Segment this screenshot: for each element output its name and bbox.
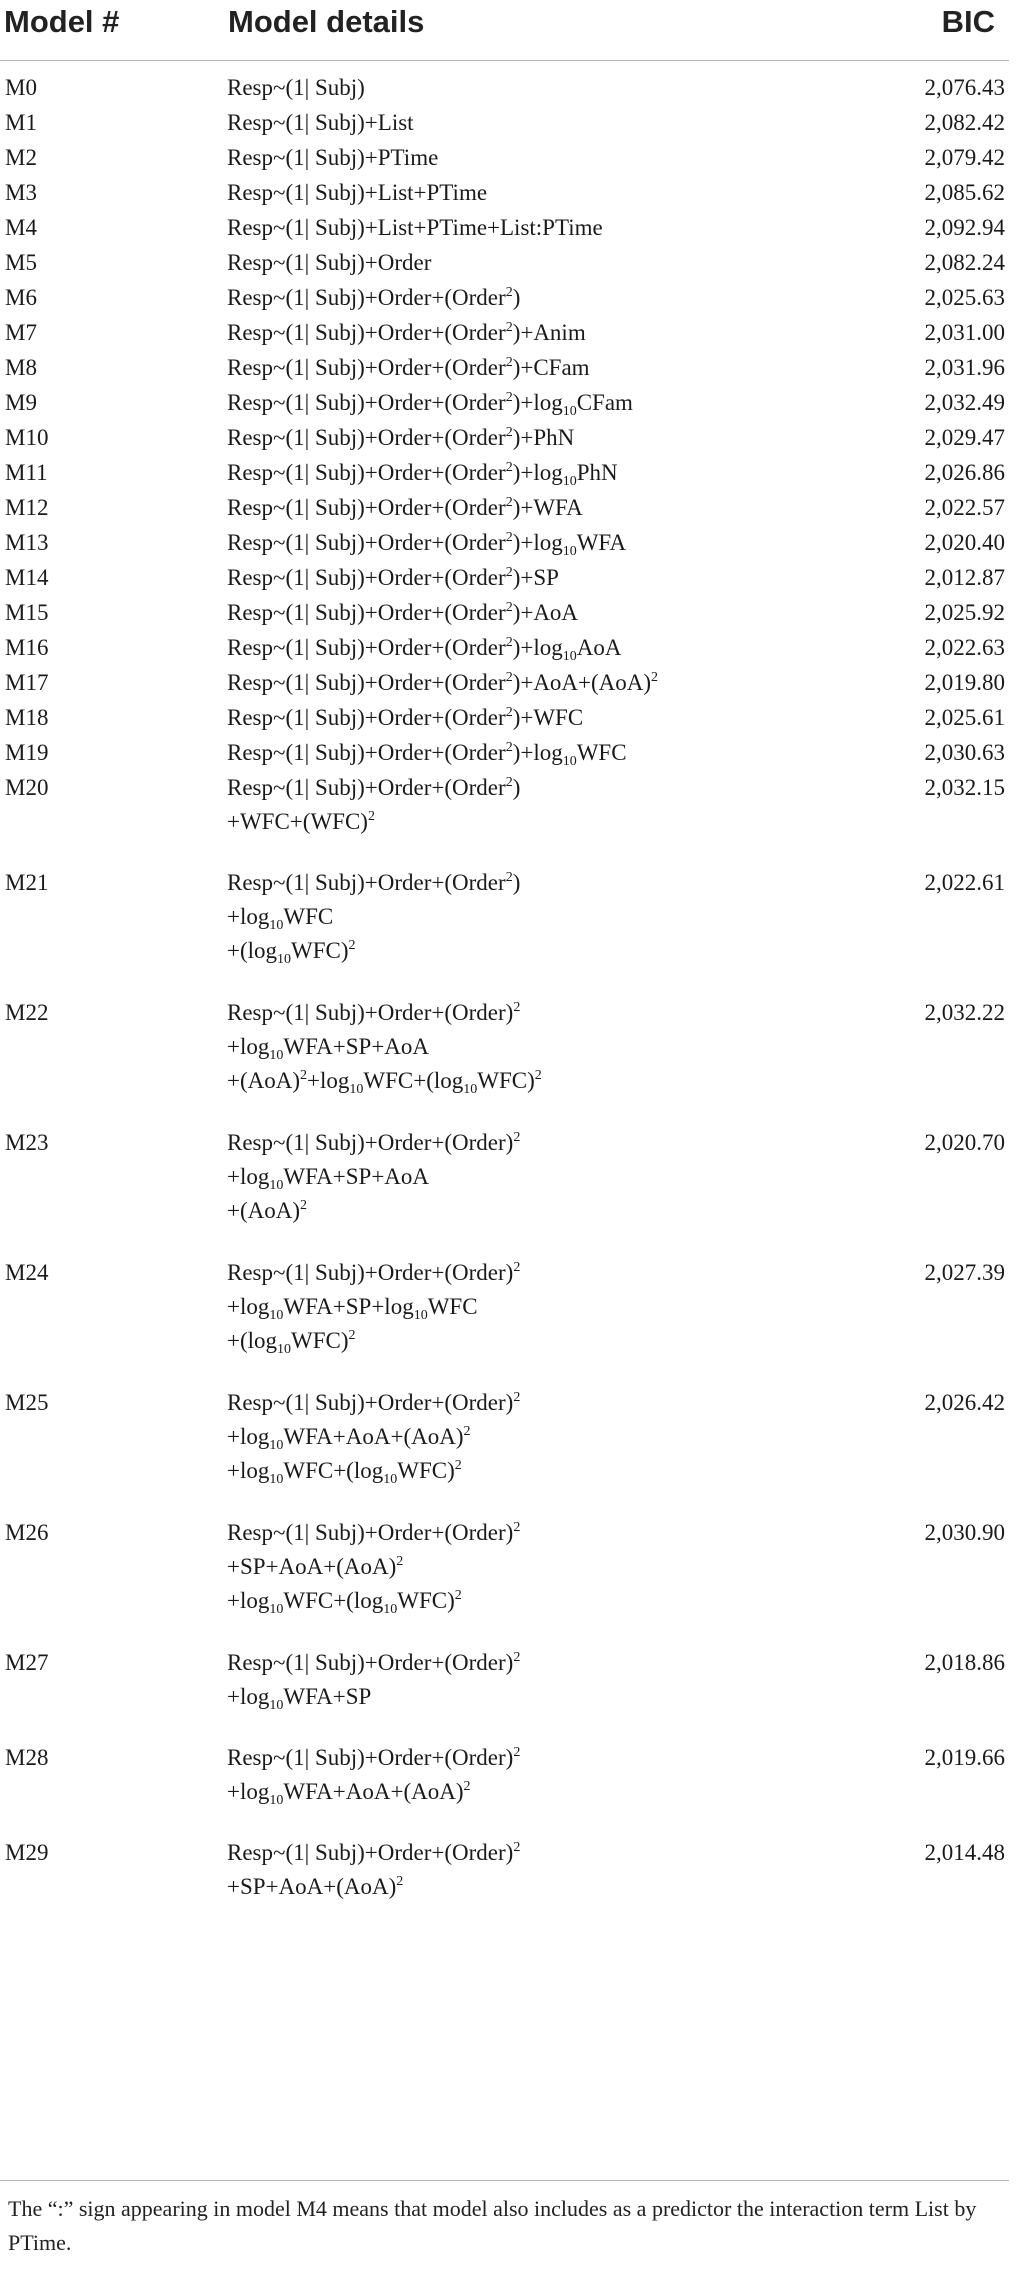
- model-formula-line: Resp~(1| Subj)+Order+(Order$^2$)+WFA: [227, 495, 583, 520]
- column-header-model-details: Model details: [228, 4, 425, 39]
- model-details-cell: [227, 666, 887, 700]
- model-formula-line: Resp~(1| Subj)+Order+(Order)$^2$: [227, 1650, 521, 1675]
- column-header-model: Model #: [4, 4, 120, 39]
- model-formula-line: Resp~(1| Subj)+Order+(Order$^2$)+WFC: [227, 705, 584, 730]
- model-formula-line: +SP+AoA+(AoA)$^2$: [227, 1554, 404, 1579]
- model-details-cell: [227, 736, 887, 770]
- bic-value-cell: 2,019.66: [924, 1745, 1005, 1770]
- model-id-cell: M10: [5, 425, 49, 450]
- model-formula-line: Resp~(1| Subj)+Order+(Order$^2$): [227, 285, 521, 310]
- model-id-cell: M16: [5, 635, 49, 660]
- model-details-cell: [227, 281, 887, 315]
- model-formula-line: Resp~(1| Subj)+PTime: [227, 145, 439, 170]
- model-details-cell: [227, 1516, 887, 1618]
- model-id-cell: M7: [5, 320, 37, 345]
- model-details-cell: [227, 106, 887, 140]
- bic-value-cell: 2,012.87: [924, 565, 1005, 590]
- model-formula-line: Resp~(1| Subj)+Order+(Order$^2$): [227, 775, 521, 800]
- model-formula-line: Resp~(1| Subj)+Order+(Order$^2$)+PhN: [227, 425, 575, 450]
- model-id-cell: M19: [5, 740, 49, 765]
- model-details-cell: [227, 1256, 887, 1358]
- bic-value-cell: 2,025.61: [924, 705, 1005, 730]
- model-formula-line: Resp~(1| Subj)+Order+(Order)$^2$: [227, 1745, 521, 1770]
- bic-value-cell: 2,082.42: [924, 110, 1005, 135]
- model-id-cell: M18: [5, 705, 49, 730]
- model-id-cell: M21: [5, 870, 49, 895]
- model-details-cell: [227, 631, 887, 665]
- model-details-cell: [227, 561, 887, 595]
- bic-value-cell: 2,079.42: [924, 145, 1005, 170]
- bic-value-cell: 2,076.43: [924, 75, 1005, 100]
- model-formula-line: Resp~(1| Subj)+Order: [227, 250, 432, 275]
- bic-value-cell: 2,014.48: [924, 1840, 1005, 1865]
- model-details-cell: [227, 771, 887, 839]
- model-details-cell: [227, 596, 887, 630]
- model-details-cell: [227, 866, 887, 968]
- table-header: [0, 0, 1017, 60]
- bic-value-cell: 2,032.22: [924, 1000, 1005, 1025]
- model-details-cell: [227, 141, 887, 175]
- model-formula-line: $+\log_{10}WFA+SP+AoA$: [227, 1164, 430, 1193]
- model-formula-line: $+\log_{10}WFC+(\log_{10}WFC)^2$: [227, 1588, 462, 1617]
- model-formula-line: $+\log_{10}WFA+AoA+(AoA)^2$: [227, 1424, 471, 1453]
- model-formula-line: $+\log_{10}WFA+SP+\log_{10}WFC$: [227, 1294, 478, 1323]
- model-formula-line: Resp~(1| Subj)+Order+(Order)$^2$: [227, 1000, 521, 1025]
- model-details-cell: [227, 316, 887, 350]
- bic-value-cell: 2,022.61: [924, 870, 1005, 895]
- bic-value-cell: 2,020.40: [924, 530, 1005, 555]
- model-formula-line: Resp~(1| $Subj)+Order+(Order^2)+\log_{10}AoA$: [227, 635, 622, 664]
- model-details-cell: [227, 456, 887, 490]
- model-formula-line: Resp~(1| Subj)+Order+(Order$^2$)+AoA: [227, 600, 579, 625]
- bic-value-cell: 2,031.00: [924, 320, 1005, 345]
- model-id-cell: M22: [5, 1000, 49, 1025]
- model-details-cell: [227, 176, 887, 210]
- bic-value-cell: 2,030.90: [924, 1520, 1005, 1545]
- model-formula-line: Resp~(1| $Subj)+Order+(Order^2)+\log_{10}PhN$: [227, 460, 618, 489]
- model-formula-line: Resp~(1| Subj)+Order+(Order$^2$)+Anim: [227, 320, 586, 345]
- model-formula-line: Resp~(1| Subj)+Order+(Order$^2$)+AoA+(AoA)$^2$: [227, 670, 659, 695]
- model-id-cell: M12: [5, 495, 49, 520]
- model-id-cell: M2: [5, 145, 37, 170]
- model-details-cell: [227, 526, 887, 560]
- bic-value-cell: 2,085.62: [924, 180, 1005, 205]
- bic-value-cell: 2,032.49: [924, 390, 1005, 415]
- model-id-cell: M24: [5, 1260, 49, 1285]
- model-formula-line: Resp~(1| $Subj)+Order+(Order^2)+\log_{10}WFA$: [227, 530, 627, 559]
- model-id-cell: M23: [5, 1130, 49, 1155]
- model-formula-line: Resp~(1| $Subj)+Order+(Order^2)+\log_{10}CFam$: [227, 390, 633, 419]
- bic-value-cell: 2,018.86: [924, 1650, 1005, 1675]
- model-id-cell: M17: [5, 670, 49, 695]
- column-header-bic: BIC: [941, 4, 995, 39]
- model-formula-line: $+(\log_{10}WFC)^2$: [227, 1328, 356, 1357]
- model-formula-line: Resp~(1| Subj)+Order+(Order)$^2$: [227, 1840, 521, 1865]
- model-details-cell: [227, 386, 887, 420]
- model-id-cell: M28: [5, 1745, 49, 1770]
- model-id-cell: M25: [5, 1390, 49, 1415]
- model-formula-line: Resp~(1| Subj)+Order+(Order)$^2$: [227, 1130, 521, 1155]
- bic-value-cell: 2,019.80: [924, 670, 1005, 695]
- model-details-cell: [227, 351, 887, 385]
- bic-value-cell: 2,026.86: [924, 460, 1005, 485]
- model-id-cell: M8: [5, 355, 37, 380]
- bic-value-cell: 2,031.96: [924, 355, 1005, 380]
- model-formula-line: Resp~(1| $Subj)+Order+(Order^2)+\log_{10}WFC$: [227, 740, 627, 769]
- model-details-cell: [227, 71, 887, 105]
- table-footnote: The “:” sign appearing in model M4 means that model also includes as a predictor the interaction term List by PTime.: [8, 2196, 977, 2255]
- bic-value-cell: 2,022.57: [924, 495, 1005, 520]
- model-details-cell: [227, 701, 887, 735]
- model-details-cell: [227, 421, 887, 455]
- model-formula-line: Resp~(1| Subj)+List+PTime+List:PTime: [227, 215, 603, 240]
- model-formula-line: Resp~(1| Subj): [227, 75, 365, 100]
- model-details-cell: [227, 1386, 887, 1488]
- model-id-cell: M26: [5, 1520, 49, 1545]
- model-formula-line: $+\log_{10}WFC+(\log_{10}WFC)^2$: [227, 1458, 462, 1487]
- model-details-cell: [227, 211, 887, 245]
- model-formula-line: $+(AoA)^2+\log_{10}WFC+(\log_{10}WFC)^2$: [227, 1068, 542, 1097]
- model-formula-line: Resp~(1| Subj)+Order+(Order)$^2$: [227, 1520, 521, 1545]
- bic-value-cell: 2,025.63: [924, 285, 1005, 310]
- bic-value-cell: 2,030.63: [924, 740, 1005, 765]
- model-id-cell: M9: [5, 390, 37, 415]
- model-details-cell: [227, 996, 887, 1098]
- model-id-cell: M13: [5, 530, 49, 555]
- model-id-cell: M27: [5, 1650, 49, 1675]
- model-id-cell: M29: [5, 1840, 49, 1865]
- bic-value-cell: 2,026.42: [924, 1390, 1005, 1415]
- bic-value-cell: 2,020.70: [924, 1130, 1005, 1155]
- model-formula-line: Resp~(1| Subj)+Order+(Order)$^2$: [227, 1390, 521, 1415]
- model-id-cell: M20: [5, 775, 49, 800]
- model-formula-line: Resp~(1| Subj)+List: [227, 110, 414, 135]
- model-formula-line: Resp~(1| Subj)+Order+(Order$^2$)+CFam: [227, 355, 590, 380]
- model-formula-line: $+\log_{10}WFA+AoA+(AoA)^2$: [227, 1779, 471, 1808]
- model-id-cell: M5: [5, 250, 37, 275]
- model-formula-line: Resp~(1| Subj)+Order+(Order$^2$)+SP: [227, 565, 559, 590]
- model-id-cell: M15: [5, 600, 49, 625]
- model-formula-line: +SP+AoA+(AoA)$^2$: [227, 1874, 404, 1899]
- model-id-cell: M11: [5, 460, 48, 485]
- model-id-cell: M1: [5, 110, 37, 135]
- model-details-cell: [227, 1836, 887, 1904]
- bic-value-cell: 2,092.94: [924, 215, 1005, 240]
- bic-value-cell: 2,025.92: [924, 600, 1005, 625]
- model-formula-line: $+(\log_{10}WFC)^2$: [227, 938, 356, 967]
- model-details-cell: [227, 491, 887, 525]
- table-bottom-divider: [0, 2180, 1009, 2181]
- model-formula-line: $+\log_{10}WFA+SP$: [227, 1684, 372, 1713]
- model-details-cell: [227, 1126, 887, 1228]
- model-details-cell: [227, 1646, 887, 1714]
- model-id-cell: M14: [5, 565, 49, 590]
- model-formula-line: Resp~(1| Subj)+Order+(Order)$^2$: [227, 1260, 521, 1285]
- model-id-cell: M3: [5, 180, 37, 205]
- bic-value-cell: 2,082.24: [924, 250, 1005, 275]
- model-id-cell: M6: [5, 285, 37, 310]
- bic-value-cell: 2,029.47: [924, 425, 1005, 450]
- model-formula-line: $+\log_{10}WFA+SP+AoA$: [227, 1034, 430, 1063]
- model-id-cell: M4: [5, 215, 37, 240]
- model-formula-line: +WFC+(WFC)$^2$: [227, 809, 375, 834]
- model-formula-line: Resp~(1| Subj)+List+PTime: [227, 180, 488, 205]
- bic-value-cell: 2,022.63: [924, 635, 1005, 660]
- model-formula-line: $+\log_{10}WFC$: [227, 904, 334, 933]
- bic-value-cell: 2,027.39: [924, 1260, 1005, 1285]
- model-formula-line: +(AoA)$^2$: [227, 1198, 308, 1223]
- model-details-cell: [227, 1741, 887, 1809]
- model-id-cell: M0: [5, 75, 37, 100]
- model-formula-line: Resp~(1| Subj)+Order+(Order$^2$): [227, 870, 521, 895]
- bic-value-cell: 2,032.15: [924, 775, 1005, 800]
- model-details-cell: [227, 246, 887, 280]
- header-divider: [0, 60, 1009, 61]
